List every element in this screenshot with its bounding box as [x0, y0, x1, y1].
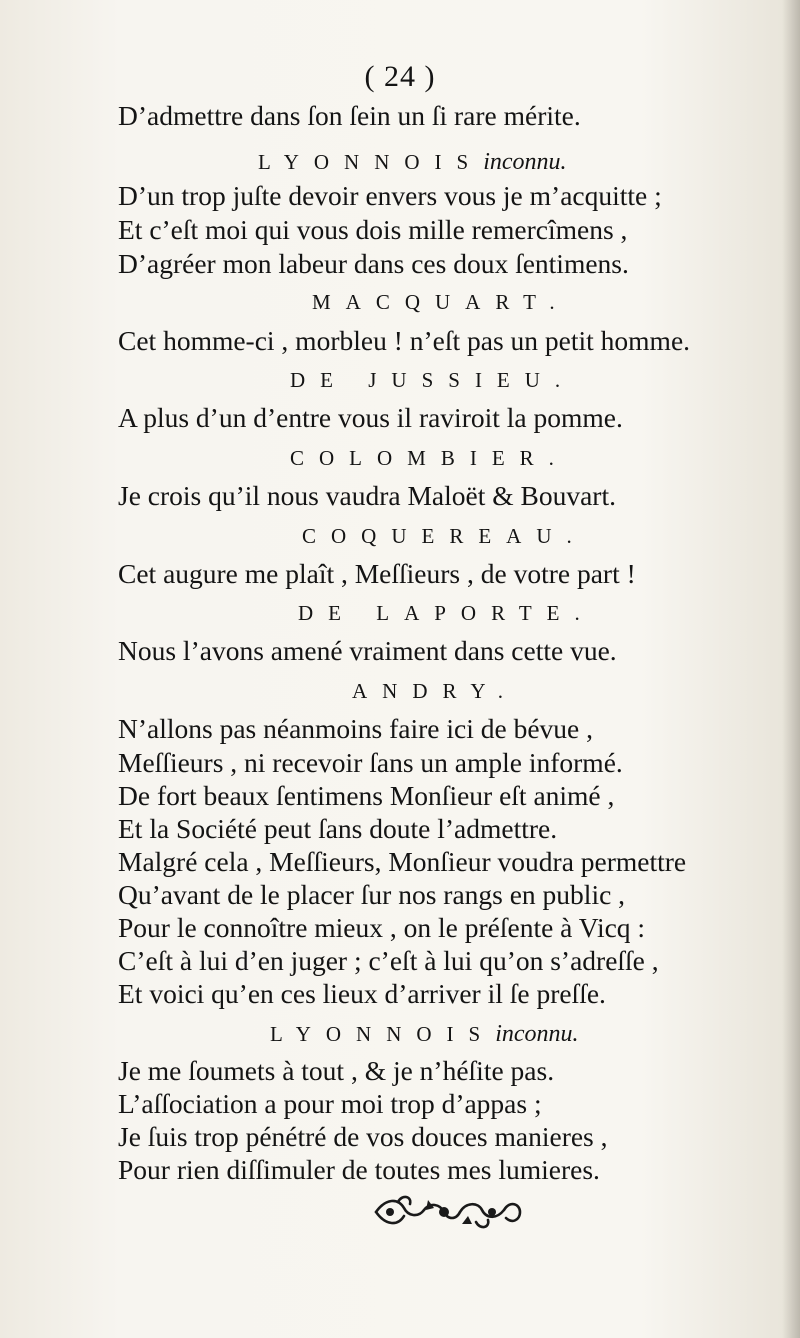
speaker-heading — [298, 603, 595, 624]
speaker-note: inconnu. — [495, 1021, 579, 1047]
verse-line: Je ſuis trop pénétré de vos douces manieres , — [118, 1121, 608, 1152]
speaker-heading — [302, 526, 587, 547]
verse-line: A plus d’un d’entre vous il raviroit la pomme. — [118, 402, 623, 433]
verse-line: Nous l’avons amené vraiment dans cette vue. — [118, 635, 617, 666]
verse-line: L’aſſociation a pour moi trop d’appas ; — [118, 1088, 542, 1119]
verse-line: De fort beaux ſentimens Monſieur eſt animé , — [118, 780, 615, 811]
speaker-name: LYONNOIS — [258, 150, 484, 174]
speaker-heading — [270, 1022, 579, 1046]
page-gutter-shadow — [782, 0, 800, 1338]
verse-line: D’admettre dans ſon ſein un ſi rare mérite. — [118, 100, 581, 131]
speaker-name: DE LAPORTE. — [298, 601, 595, 625]
verse-line: C’eſt à lui d’en juger ; c’eſt à lui qu’on s’adreſſe , — [118, 945, 659, 976]
verse-line: Et la Société peut ſans doute l’admettre. — [118, 813, 558, 844]
speaker-heading — [312, 292, 570, 313]
verse-line: Qu’avant de le placer ſur nos rangs en public , — [118, 879, 626, 910]
verse-line: Et c’eſt moi qui vous dois mille remercîmens , — [118, 214, 628, 245]
speaker-name: COQUEREAU. — [302, 524, 587, 548]
verse-line: Pour rien diſſimuler de toutes mes lumieres. — [118, 1154, 600, 1185]
page-number: ( 24 ) — [364, 60, 436, 93]
speaker-heading — [290, 370, 575, 391]
verse-line: Cet augure me plaît , Meſſieurs , de votre part ! — [118, 558, 636, 589]
speaker-name: COLOMBIER. — [290, 446, 569, 470]
verse-line: D’agréer mon labeur dans ces doux ſentimens. — [118, 248, 629, 279]
verse-line: Cet homme-ci , morbleu ! n’eſt pas un petit homme. — [118, 325, 691, 356]
speaker-note: inconnu. — [483, 149, 567, 175]
speaker-name: MACQUART. — [312, 290, 570, 314]
speaker-name: LYONNOIS — [270, 1022, 496, 1046]
verse-line: Et voici qu’en ces lieux d’arriver il ſe preſſe. — [118, 978, 606, 1009]
fleuron-ornament-icon — [368, 1190, 528, 1234]
verse-line: Meſſieurs , ni recevoir ſans un ample informé. — [118, 747, 623, 778]
verse-line: N’allons pas néanmoins faire ici de bévue , — [118, 713, 593, 744]
verse-line: Malgré cela , Meſſieurs, Monſieur voudra permettre — [118, 846, 687, 877]
verse-line: D’un trop juſte devoir envers vous je m’acquitte ; — [118, 180, 662, 211]
speaker-heading — [258, 150, 567, 174]
verse-line: Pour le connoître mieux , on le préſente à Vicq : — [118, 912, 646, 943]
verse-line: Je crois qu’il nous vaudra Maloët & Bouvart. — [118, 480, 616, 511]
speaker-name: ANDRY. — [352, 679, 519, 703]
verse-line: Je me ſoumets à tout , & je n’héſite pas. — [118, 1055, 555, 1086]
speaker-heading — [352, 681, 518, 702]
speaker-name: DE JUSSIEU. — [290, 368, 576, 392]
speaker-heading — [290, 448, 569, 469]
